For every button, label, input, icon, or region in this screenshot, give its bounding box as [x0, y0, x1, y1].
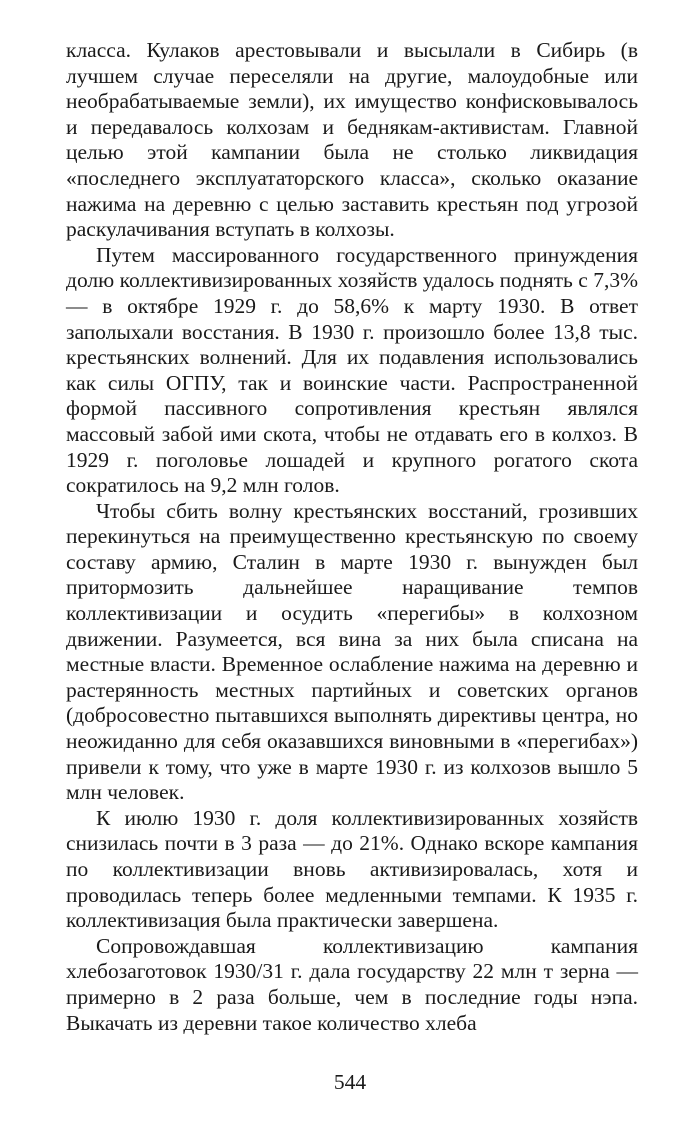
page-number: 544	[333, 1070, 367, 1094]
paragraph-2: Путем массированного государственного принуждения долю коллективизированных хозяйств удалось поднять с 7,3% — в октябре 1929 г. до 58,6% к марту 1930. В ответ заполыхали восстания. В 1930 г. произошло более 13,8 тыс. крестьянских волнений. Для их подавления использовались как силы ОГПУ, так и воинские части. Распространенной формой пассивного сопротивления крестьян являлся массовый забой ими скота, чтобы не отдавать его в колхоз. В 1929 г. поголовье лошадей и крупного рогатого скота сократилось на 9,2 млн голов.	[66, 242, 638, 498]
paragraph-5: Сопровождавшая коллективизацию кампания хлебозаготовок 1930/31 г. дала государству 22 млн т зерна — примерно в 2 раза больше, чем в последние годы нэпа. Выкачать из деревни такое количество хлеба	[66, 933, 638, 1035]
paragraph-4: К июлю 1930 г. доля коллективизированных хозяйств снизилась почти в 3 раза — до 21%. Однако вскоре кампания по коллективизации вновь активизировалась, хотя и проводилась теперь более медленными темпами. К 1935 г. коллективизация была практически завершена.	[66, 805, 638, 933]
page-body	[66, 38, 638, 1036]
paragraph-1: класса. Кулаков арестовывали и высылали в Сибирь (в лучшем случае переселяли на другие, малоудобные или необрабатываемые земли), их имущество конфисковывалось и передавалось колхозам и беднякам-активистам. Главной целью этой кампании была не столько ликвидация «последнего эксплуататорского класса», сколько оказание нажима на деревню с целью заставить крестьян под угрозой раскулачивания вступать в колхозы.	[66, 38, 638, 242]
paragraph-3: Чтобы сбить волну крестьянских восстаний, грозивших перекинуться на преимущественно крестьянскую по своему составу армию, Сталин в марте 1930 г. вынужден был притормозить дальнейшее наращивание темпов коллективизации и осудить «перегибы» в колхозном движении. Разумеется, вся вина за них была списана на местные власти. Временное ослабление нажима на деревню и растерянность местных партийных и советских органов (добросовестно пытавшихся выполнять директивы центра, но неожиданно для себя оказавшихся виновными в «перегибах») привели к тому, что уже в марте 1930 г. из колхозов вышло 5 млн человек.	[66, 498, 638, 805]
